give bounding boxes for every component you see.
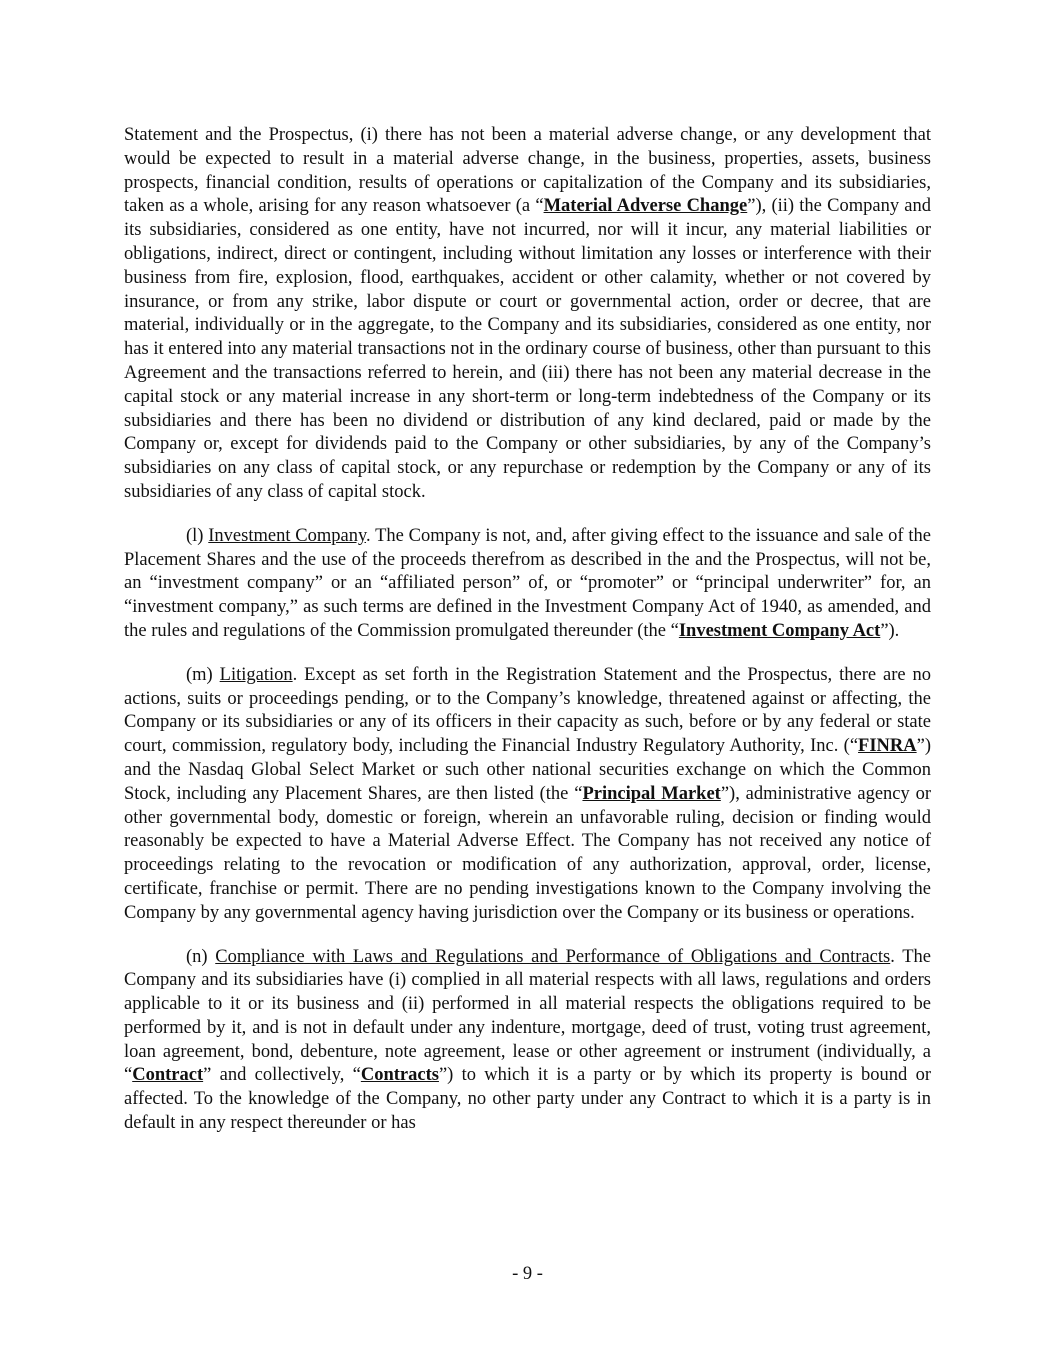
paragraph-text: . The Company and its subsidiaries have (i) complied in all material respects with all laws, regulations and orders applicable to it or its business and (ii) performed in all material respects the obligations required to be performed by it, and is not in default under any indenture, mortgage, deed of trust, voting trust agreement, loan agreement, bond, debenture, note agreement, lease or other agreement or instrument (individually, a “ bbox=[124, 946, 931, 1086]
paragraph-l-investment-company bbox=[124, 525, 931, 644]
section-heading: Litigation bbox=[219, 664, 293, 685]
paragraph-text: . The Company is not, and, after giving effect to the issuance and sale of the Placement Shares and the use of the proceeds therefrom as described in the and the Prospectus, will not be, an “investment company” or an “affiliated person” of, or “promoter” or “principal underwriter” for, an “investment company,” as such terms are defined in the Investment Company Act of 1940, as amended, and the rules and regulations of the Commission promulgated thereunder (the “ bbox=[124, 525, 931, 641]
paragraph-text: ” and collectively, “ bbox=[203, 1065, 361, 1086]
paragraph-text: ”), (ii) the Company and its subsidiaries, considered as one entity, have not incurred, nor will it incur, any material liabilities or obligations, indirect, direct or contingent, including without limitation any losses or interference with their business from fire, explosion, flood, earthquakes, accident or other calamity, whether or not covered by insurance, or from any strike, labor dispute or court or governmental action, order or decree, that are material, individually or in the aggregate, to the Company and its subsidiaries, considered as one entity, nor has it entered into any material transactions not in the ordinary course of business, other than pursuant to this Agreement and the transactions referred to herein, and (iii) there has not been any material decrease in the capital stock or any material increase in any short-term or long-term indebtedness of the Company or its subsidiaries and there has been no dividend or distribution of any kind declared, paid or made by the Company or, except for dividends paid to the Company or other subsidiaries, by any of the Company’s subsidiaries on any class of capital stock, or any repurchase or redemption by the Company or any of its subsidiaries of any class of capital stock. bbox=[124, 196, 932, 502]
section-heading: Investment Company bbox=[208, 525, 367, 546]
paragraph-k-continuation bbox=[124, 124, 931, 505]
section-label: (l) bbox=[186, 525, 209, 546]
defined-term-principal-market: Principal Market bbox=[582, 783, 721, 804]
paragraph-m-litigation bbox=[124, 664, 931, 926]
paragraph-text: ”) and the Nasdaq Global Select Market or such other national securities exchange on which the Common Stock, including any Placement Shares, are then listed (the “ bbox=[124, 736, 931, 804]
document-page bbox=[124, 124, 931, 1156]
defined-term-finra: FINRA bbox=[858, 736, 917, 757]
paragraph-text: . Except as set forth in the Registration Statement and the Prospectus, there are no actions, suits or proceedings pending, or to the Company’s knowledge, threatened against or affecting, the Company or its subsidiaries or any of its officers in their capacity as such, before or by any federal or state court, commission, regulatory body, including the Financial Industry Regulatory Authority, Inc. (“ bbox=[124, 664, 931, 757]
defined-term-investment-company-act: Investment Company Act bbox=[678, 620, 881, 641]
section-heading: Compliance with Laws and Regulations and Performance of Obligations and Contracts bbox=[215, 946, 891, 967]
paragraph-text: ”), administrative agency or other governmental body, domestic or foreign, wherein an unfavorable ruling, decision or finding would reasonably be expected to have a Material Adverse Effect. The Company has not received any notice of proceedings relating to the revocation or modification of any authorization, approval, order, license, certificate, franchise or permit. There are no pending investigations known to the Company involving the Company by any governmental agency having jurisdiction over the Company or its business or operations. bbox=[124, 783, 931, 923]
defined-term-contracts: Contracts bbox=[360, 1065, 439, 1086]
page-number: - 9 - bbox=[512, 1264, 543, 1284]
paragraph-text: ”) to which it is a party or by which its property is bound or affected. To the knowledge of the Company, no other party under any Contract to which it is a party is in default in any respect thereunder or has bbox=[124, 1065, 932, 1134]
defined-term-material-adverse-change: Material Adverse Change bbox=[543, 196, 748, 217]
paragraph-text: Statement and the Prospectus, (i) there has not been a material adverse change, or any development that would be expected to result in a material adverse change, in the business, properties, assets, business prospects, financial condition, results of operations or capitalization of the Company and its subsidiaries, taken as a whole, arising for any reason whatsoever (a “ bbox=[124, 125, 931, 217]
defined-term-contract: Contract bbox=[132, 1065, 204, 1086]
paragraph-text: ”). bbox=[880, 620, 900, 641]
section-label: (m) bbox=[186, 664, 220, 685]
section-label: (n) bbox=[186, 946, 216, 967]
paragraph-n-compliance bbox=[124, 946, 931, 1136]
